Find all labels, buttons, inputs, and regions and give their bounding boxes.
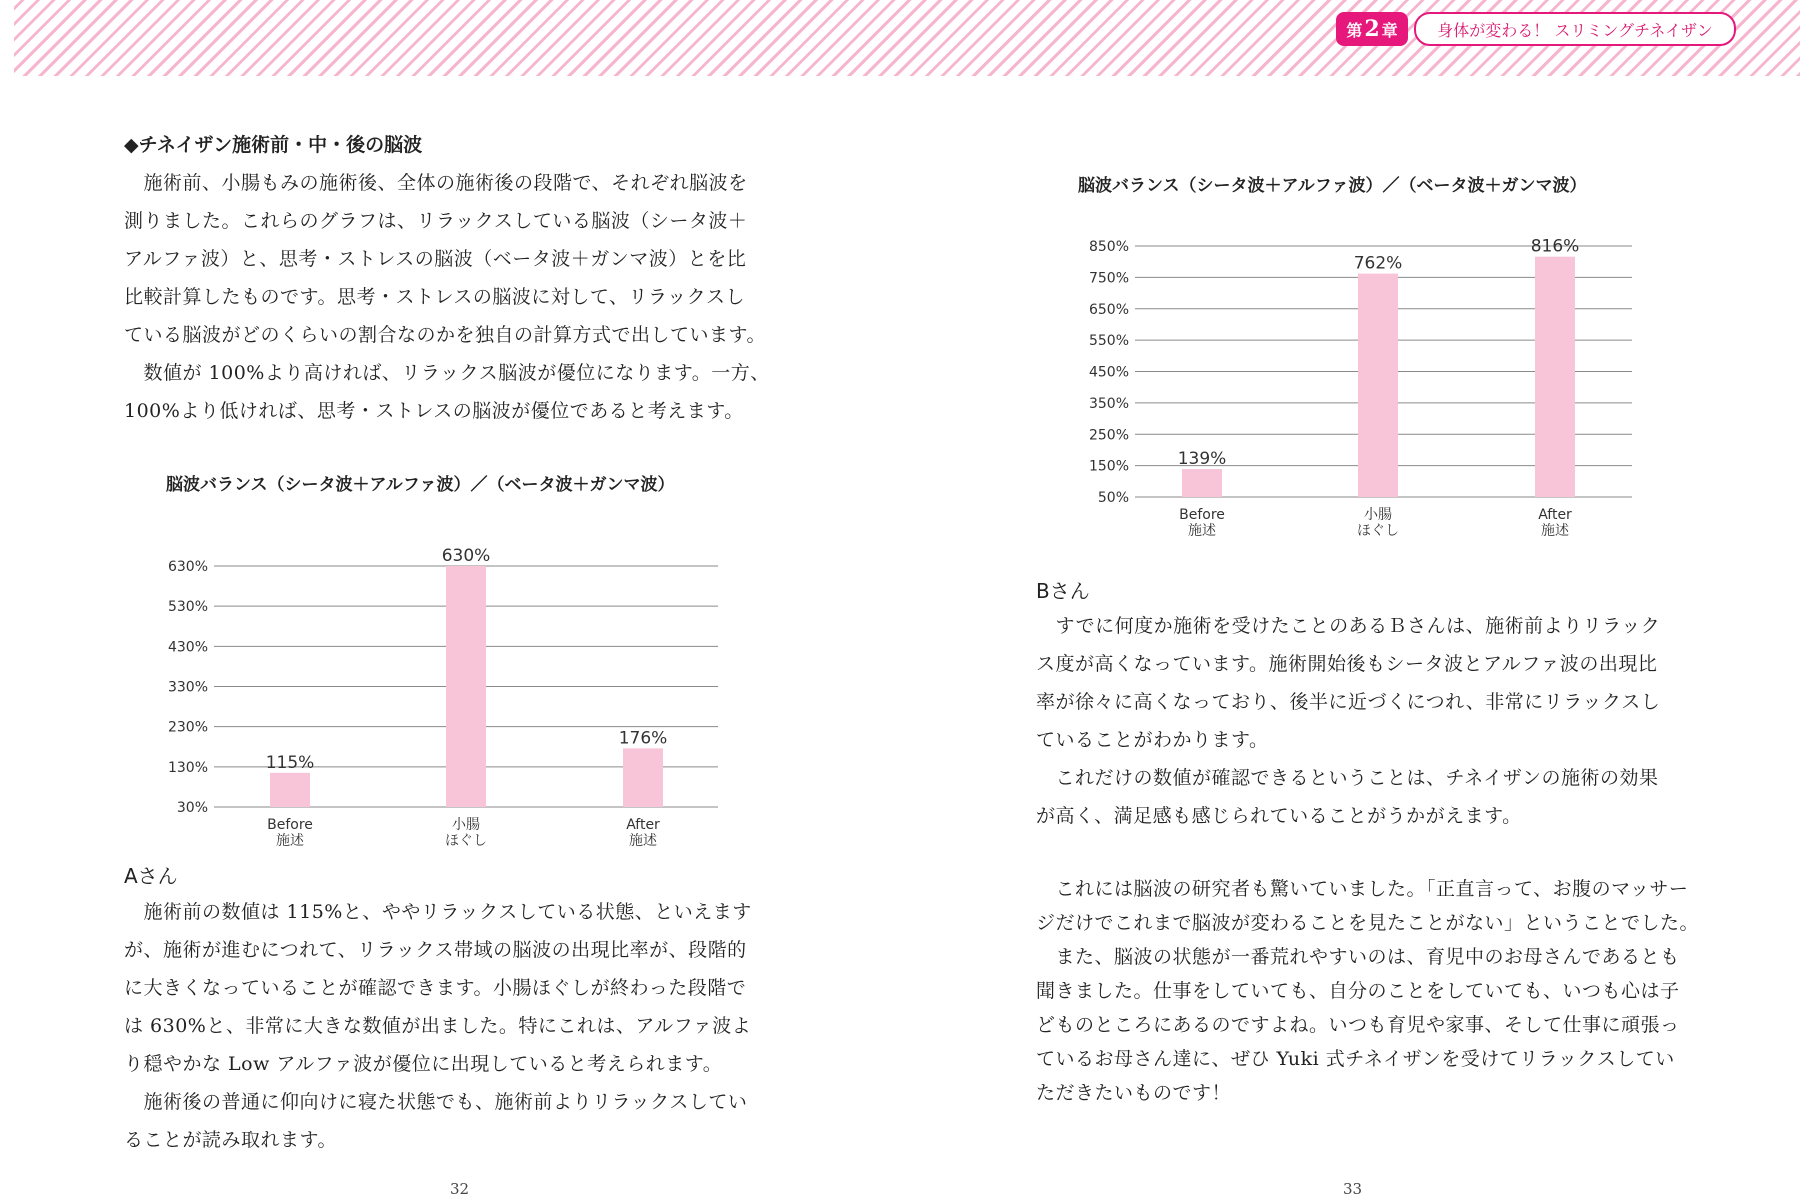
chapter-suffix: 章 xyxy=(1381,20,1398,40)
x-tick-label: After xyxy=(1538,507,1572,523)
body-paragraph-b xyxy=(1036,607,1660,835)
text-line: これだけの数値が確認できるということは、チネイザンの施術の効果 xyxy=(1036,767,1659,789)
y-tick-label: 330% xyxy=(167,679,208,696)
text-line: 率が徐々に高くなっており、後半に近づくにつれ、非常にリラックスし xyxy=(1036,691,1661,713)
bar xyxy=(1535,257,1575,497)
intro-paragraph xyxy=(124,164,770,430)
text-line: に大きくなっていることが確認できます。小腸ほぐしが終わった段階で xyxy=(124,977,747,999)
chart-title-a: 脳波バランス（シータ波＋アルファ波）／（ベータ波＋ガンマ波） xyxy=(166,475,675,495)
text-line: どものところにあるのですよね。いつも育児や家事、そして仕事に頑張っ xyxy=(1036,1014,1680,1036)
bar-chart-b xyxy=(1075,225,1655,545)
y-tick-label: 430% xyxy=(167,639,208,656)
bar xyxy=(446,566,486,807)
closing-paragraph xyxy=(1036,872,1699,1110)
x-tick-label: 施述 xyxy=(276,833,304,849)
text-line: 施術後の普通に仰向けに寝た状態でも、施術前よりリラックスしてい xyxy=(124,1091,748,1113)
text-line: また、脳波の状態が一番荒れやすいのは、育児中のお母さんであるとも xyxy=(1036,946,1680,968)
y-tick-label: 630% xyxy=(167,559,208,575)
data-label: 139% xyxy=(1177,449,1227,470)
text-line: が、施術が進むにつれて、リラックス帯域の脳波の出現比率が、段階的 xyxy=(124,939,747,961)
y-tick-label: 550% xyxy=(1088,333,1129,350)
text-line: 100%より低ければ、思考・ストレスの脳波が優位であると考えます。 xyxy=(124,400,744,422)
chart-title-b: 脳波バランス（シータ波＋アルファ波）／（ベータ波＋ガンマ波） xyxy=(1078,176,1587,196)
data-label: 762% xyxy=(1353,253,1403,274)
y-tick-label: 230% xyxy=(167,719,208,736)
x-tick-label: 施述 xyxy=(1188,523,1216,539)
y-tick-label: 850% xyxy=(1088,239,1129,255)
chapter-title: 身体が変わる！ スリミングチネイザン xyxy=(1414,12,1736,46)
chapter-header xyxy=(1336,12,1738,46)
y-tick-label: 750% xyxy=(1088,270,1129,287)
subject-label-a: Aさん xyxy=(124,864,178,888)
text-line: 聞きました。仕事をしていても、自分のことをしていても、いつも心は子 xyxy=(1036,980,1680,1002)
data-label: 816% xyxy=(1530,236,1580,257)
data-label: 176% xyxy=(618,728,668,749)
x-tick-label: 小腸 xyxy=(452,817,480,833)
y-tick-label: 450% xyxy=(1088,364,1129,381)
text-line: すでに何度か施術を受けたことのあるＢさんは、施術前よりリラック xyxy=(1036,615,1661,637)
y-tick-label: 150% xyxy=(1088,458,1129,475)
page-number-right: 33 xyxy=(1343,1180,1363,1198)
x-tick-label: Before xyxy=(1179,507,1225,523)
text-line: が高く、満足感も感じられていることがうかがえます。 xyxy=(1036,805,1522,827)
section-heading: ◆チネイザン施術前・中・後の脳波 xyxy=(124,134,423,156)
text-line: 数値が 100%より高ければ、リラックス脳波が優位になります。一方、 xyxy=(124,362,770,384)
y-tick-label: 130% xyxy=(167,759,208,776)
y-tick-label: 50% xyxy=(1097,490,1129,506)
text-line: アルファ波）と、思考・ストレスの脳波（ベータ波＋ガンマ波）とを比 xyxy=(124,248,747,270)
text-line: は 630%と、非常に大きな数値が出ました。特にこれは、アルファ波よ xyxy=(124,1015,752,1037)
data-label: 630% xyxy=(441,546,491,566)
text-line: ただきたいものです！ xyxy=(1036,1082,1232,1104)
body-paragraph-a xyxy=(124,893,752,1159)
bar-chart-a xyxy=(150,535,730,850)
data-label: 115% xyxy=(265,752,315,773)
bar xyxy=(623,748,663,807)
text-line: これには脳波の研究者も驚いていました。「正直言って、お腹のマッサー xyxy=(1036,878,1689,900)
text-line: ていることがわかります。 xyxy=(1036,729,1269,751)
text-line: ているお母さん達に、ぜひ Yuki 式チネイザンを受けてリラックスしてい xyxy=(1036,1048,1675,1070)
x-tick-label: 施述 xyxy=(1541,523,1569,539)
x-tick-label: 施述 xyxy=(629,833,657,849)
y-tick-label: 530% xyxy=(167,599,208,616)
x-tick-label: Before xyxy=(267,817,313,833)
text-line: 施術前、小腸もみの施術後、全体の施術後の段階で、それぞれ脳波を xyxy=(124,172,748,194)
bar xyxy=(1182,469,1222,497)
x-tick-label: ほぐし xyxy=(445,833,487,849)
page-number-left: 32 xyxy=(450,1180,470,1198)
text-line: り穏やかな Low アルファ波が優位に出現していると考えられます。 xyxy=(124,1053,723,1075)
bar xyxy=(270,773,310,807)
text-line: ス度が高くなっています。施術開始後もシータ波とアルファ波の出現比 xyxy=(1036,653,1658,675)
chapter-badge xyxy=(1336,12,1408,46)
y-tick-label: 650% xyxy=(1088,301,1129,318)
text-line: ることが読み取れます。 xyxy=(124,1129,337,1151)
subject-label-b: Bさん xyxy=(1036,579,1090,603)
text-line: ジだけでこれまで脳波が変わることを見たことがない」ということでした。 xyxy=(1036,912,1700,934)
chapter-prefix: 第 xyxy=(1346,20,1363,40)
y-tick-label: 30% xyxy=(176,800,208,816)
bar xyxy=(1358,274,1398,497)
text-line: 施術前の数値は 115%と、ややリラックスしている状態、といえます xyxy=(124,901,752,923)
text-line: 比較計算したものです。思考・ストレスの脳波に対して、リラックスし xyxy=(124,286,745,308)
text-line: ている脳波がどのくらいの割合なのかを独自の計算方式で出しています。 xyxy=(124,324,766,346)
y-tick-label: 350% xyxy=(1088,395,1129,412)
text-line: 測りました。これらのグラフは、リラックスしている脳波（シータ波＋ xyxy=(124,210,748,232)
x-tick-label: After xyxy=(626,817,660,833)
x-tick-label: 小腸 xyxy=(1364,507,1392,523)
chapter-number: 2 xyxy=(1364,16,1380,42)
x-tick-label: ほぐし xyxy=(1357,523,1399,539)
y-tick-label: 250% xyxy=(1088,427,1129,444)
